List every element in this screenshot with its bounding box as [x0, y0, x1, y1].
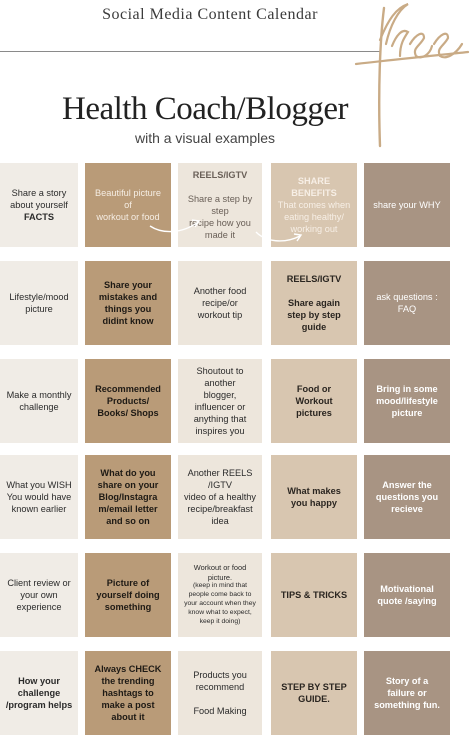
cell-text-line: picture. [207, 572, 233, 582]
cell-text-line: recieve [391, 504, 423, 515]
cell-text-line: didint know [102, 316, 154, 327]
cell-text-line: share your WHY [373, 199, 441, 210]
cell-text-line: recipe how you [189, 218, 251, 229]
cell-text-line: made it [204, 230, 236, 241]
page-title: Health Coach/Blogger [61, 91, 348, 127]
cell-text-line: FAQ [397, 304, 417, 314]
cell-text-line: know what to expect, [188, 609, 252, 617]
cell-text-line: Books/ Shops [97, 408, 159, 419]
cell-text-line: yourself doing [96, 589, 160, 600]
cell-text-line: hashtags to [102, 687, 154, 698]
cell-text-line: picture [391, 408, 423, 419]
cell-text-line: failure or [387, 687, 427, 698]
cell-text-line: Another food [193, 285, 247, 296]
cell-text-line: and so on [106, 516, 150, 527]
calendar-cell-r5-c3 [178, 553, 262, 637]
cell-text-line: What do you [100, 467, 156, 478]
calendar-cell-r2-c3 [178, 261, 262, 345]
cell-text-line [183, 181, 257, 193]
cell-text-line: What you WISH [6, 479, 72, 490]
cell-text-line: GUIDE. [298, 694, 330, 704]
calendar-cell-r1-c5 [364, 163, 450, 247]
page-subtitle: with a visual examples [134, 130, 276, 146]
cell-text-line: known earlier [11, 504, 67, 515]
cell-text-line: You would have [6, 491, 72, 502]
cell-text-line: share on your [97, 479, 159, 490]
calendar-cell-r4-c3 [178, 455, 262, 539]
cell-text-line: challenge [17, 687, 61, 698]
cell-text-line: TIPS & TRICKS [280, 589, 348, 600]
cell-text-line: SHARE BENEFITS [291, 175, 337, 198]
brand-title: Social Media Content Calendar [102, 6, 318, 23]
cell-text-line [287, 285, 342, 297]
cell-text-line: challenge [19, 402, 59, 412]
cell-text-line [193, 693, 247, 705]
cell-text-line: recipe/breakfast [187, 504, 253, 515]
cell-text-line: about it [111, 712, 145, 723]
calendar-cell-r5-c5 [364, 553, 450, 637]
cell-text-line: influencer or [194, 402, 246, 412]
cell-text-line: (keep in mind that [192, 582, 247, 590]
cell-text-line: Motivational [380, 583, 434, 594]
cell-text-line: Picture of [106, 577, 150, 588]
cell-text-line: keep it doing) [199, 618, 241, 626]
calendar-cell-r6-c4 [271, 651, 357, 735]
calendar-cell-r5-c1 [0, 553, 78, 637]
calendar-cell-r1-c3 [178, 163, 262, 247]
cell-text-line: Workout or food [193, 562, 247, 572]
calendar-cell-r2-c2 [85, 261, 171, 345]
calendar-cell-r1-c1 [0, 163, 78, 247]
cell-text-line: REELS/IGTV [192, 169, 248, 180]
cell-text-line: Beautiful picture of [95, 187, 161, 210]
cell-text-line: Lifestyle/mood [9, 291, 69, 302]
calendar-cell-r2-c1 [0, 261, 78, 345]
calendar-cell-r6-c5 [364, 651, 450, 735]
cell-text-line: your account when they [184, 600, 256, 608]
cell-text-line: /program helps [5, 700, 73, 711]
cell-text-line: inspires you [195, 426, 245, 437]
cell-text-line: video of a healthy [183, 491, 257, 502]
cell-text-line: Products you [193, 669, 247, 680]
calendar-cell-r5-c4 [271, 553, 357, 637]
cell-text-line: workout tip [197, 310, 243, 321]
cell-text-line: REELS/IGTV [286, 273, 342, 284]
cell-text-line: make a post [101, 700, 155, 711]
calendar-cell-r2-c4 [271, 261, 357, 345]
cell-text-line: Share a step by step [187, 193, 253, 216]
calendar-cell-r6-c2 [85, 651, 171, 735]
cell-text-line: about yourself [10, 199, 68, 210]
cell-text-line: ask questions : [376, 291, 438, 302]
cell-text-line: people come back to [188, 591, 252, 599]
calendar-cell-r6-c1 [0, 651, 78, 735]
cell-text-line: things you [104, 304, 152, 314]
cell-text-line: Share again [287, 297, 341, 308]
cell-text-line: picture [25, 304, 53, 314]
cell-text-line: the trending [101, 675, 155, 686]
cell-text-line: Blog/Instagra [98, 491, 158, 502]
cell-text-line: Answer the [382, 479, 432, 490]
cell-text-line: eating healthy/ [284, 212, 344, 223]
cell-text-line: something [104, 602, 152, 613]
cell-text-line: questions you [375, 491, 439, 502]
cell-text-line: How your [18, 675, 60, 686]
cell-text-line: Bring in some [376, 383, 438, 394]
cell-text-line: Workout [295, 395, 333, 406]
cell-text-line: m/email letter [98, 504, 158, 515]
cell-text-line: Food Making [193, 706, 247, 717]
calendar-cell-r3-c1 [0, 359, 78, 443]
cell-text-line: quote /saying [377, 596, 437, 606]
cell-text-line: FACTS [23, 212, 55, 223]
cell-text-line: mistakes and [98, 291, 158, 302]
cell-text-line: What makes [287, 485, 341, 496]
cell-text-line: pictures [296, 408, 332, 419]
cell-text-line: Make a monthly [6, 389, 72, 400]
calendar-cell-r1-c4 [271, 163, 357, 247]
cell-text-line: Always CHECK [94, 663, 162, 674]
cell-text-line: step by step [287, 310, 341, 321]
calendar-cell-r2-c5 [364, 261, 450, 345]
cell-text-line: anything that [193, 414, 247, 425]
cell-text-line: Share your [104, 279, 152, 290]
cell-text-line: something fun. [374, 700, 440, 711]
cell-text-line: guide [301, 322, 327, 333]
cell-text-line: That comes when [277, 199, 351, 210]
cell-text-line: recommend [195, 681, 245, 692]
cell-text-line: recipe/or [202, 297, 238, 308]
calendar-cell-r4-c2 [85, 455, 171, 539]
cell-text-line: working out [290, 224, 338, 235]
header-divider [0, 51, 380, 52]
cell-text-line: Shoutout to [196, 365, 244, 376]
cell-text-line: workout or food [96, 212, 160, 223]
cell-text-line: STEP BY STEP [281, 681, 347, 692]
cell-text-line: /IGTV [208, 479, 232, 490]
cell-text-line: Recommended [95, 383, 161, 394]
cell-text-line: another [204, 377, 236, 388]
cell-text-line: Another REELS [187, 467, 253, 478]
calendar-cell-r4-c5 [364, 455, 450, 539]
cell-text-line: idea [211, 516, 229, 527]
cell-text-line: you happy [291, 498, 337, 508]
calendar-cell-r1-c2 [85, 163, 171, 247]
cell-text-line: Client review or [7, 577, 71, 588]
cell-text-line: Products/ [106, 395, 150, 406]
calendar-cell-r3-c3 [178, 359, 262, 443]
cell-text-line: blogger, [203, 389, 237, 400]
calendar-cell-r4-c4 [271, 455, 357, 539]
calendar-cell-r6-c3 [178, 651, 262, 735]
cell-text-line: experience [16, 602, 62, 613]
calendar-cell-r4-c1 [0, 455, 78, 539]
calendar-cell-r3-c2 [85, 359, 171, 443]
cell-text-line: Story of a [385, 675, 429, 686]
cell-text-line: mood/lifestyle [376, 395, 438, 406]
cell-text-line: Share a story [11, 187, 67, 198]
cell-text-line: your own [20, 589, 58, 600]
calendar-cell-r5-c2 [85, 553, 171, 637]
calendar-cell-r3-c5 [364, 359, 450, 443]
cell-text-line: Food or [296, 383, 332, 394]
calendar-cell-r3-c4 [271, 359, 357, 443]
